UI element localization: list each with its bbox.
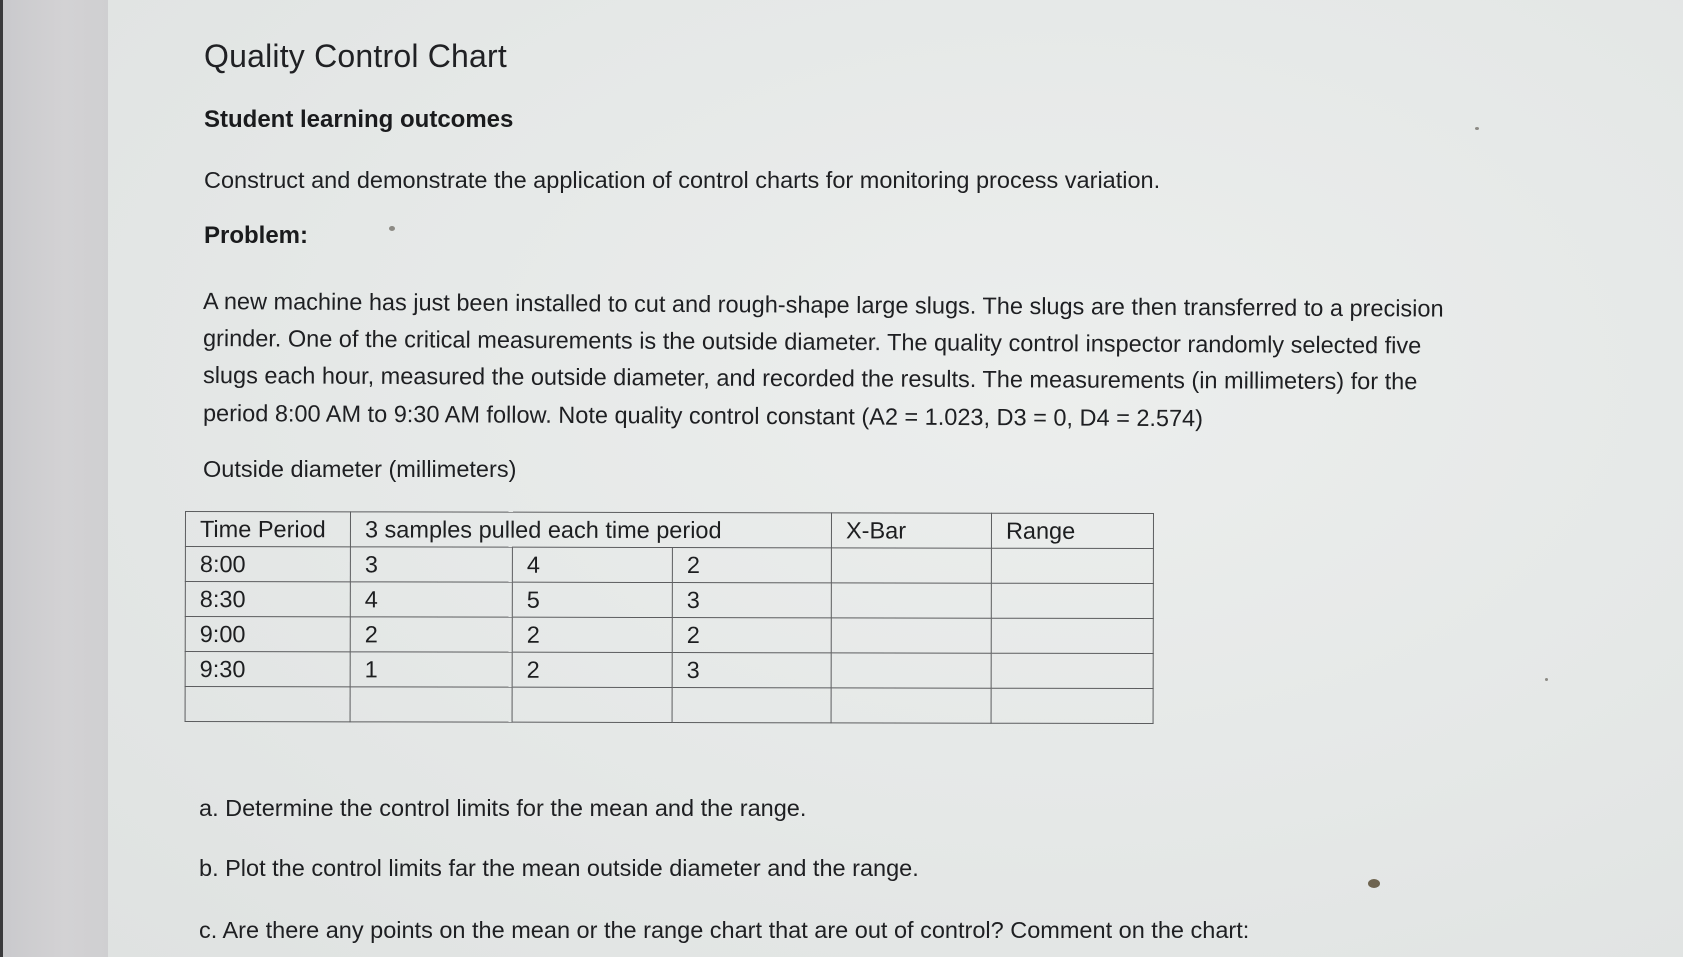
cell-range [991,688,1153,723]
paper-speck [1368,879,1380,888]
cell-sample-1: 4 [350,582,512,617]
table-row [185,547,1153,584]
table-row-empty [185,687,1153,724]
outcomes-text: Construct and demonstrate the application of control charts for monitoring process variation. [204,167,1161,193]
question-a: a. Determine the control limits for the mean and the range. [199,795,807,821]
header-range: Range [991,513,1153,548]
background-edge-line [0,0,3,957]
cell-sample-1: 2 [350,617,512,652]
cell-sample-2: 4 [512,547,672,582]
cell-xbar [831,618,991,653]
question-c: c. Are there any points on the mean or the range chart that are out of control? Comment on the chart: [199,917,1250,943]
cell-xbar [831,548,991,583]
cell-sample-1: 1 [350,652,512,687]
cell-sample-3: 3 [672,583,831,618]
question-b: b. Plot the control limits far the mean outside diameter and the range. [199,855,919,881]
cell-range [991,618,1153,653]
cell-range [991,583,1153,618]
cell-sample-3 [672,688,831,723]
table-row [185,617,1153,654]
table-caption: Outside diameter (millimeters) [203,456,517,482]
cell-sample-1 [350,687,512,722]
cell-sample-3: 3 [672,653,831,688]
table-row [185,582,1153,619]
background-edge [0,0,108,957]
cell-sample-3: 2 [672,548,831,583]
problem-line-4: period 8:00 AM to 9:30 AM follow. Note quality control constant (A2 = 1.023, D3 = 0, D4 = 2.574) [202,400,1204,432]
problem-line-3: slugs each hour, measured the outside diameter, and recorded the results. The measurements (in millimeters) for the [202,362,1418,395]
paper-speck [1475,127,1479,130]
cell-xbar [831,653,991,688]
cell-time: 8:30 [185,582,350,617]
measurements-table [185,511,1154,724]
cell-sample-2: 5 [512,582,672,617]
problem-line-1: A new machine has just been installed to cut and rough-shape large slugs. The slugs are then transferred to a precision [202,288,1444,322]
table-row [185,652,1153,689]
cell-time [185,687,350,722]
problem-heading: Problem: [204,222,309,249]
table-header-row [185,512,1153,549]
problem-line-2: grinder. One of the critical measurements is the outside diameter. The quality control inspector randomly selected five [202,325,1422,359]
cell-time: 8:00 [185,547,350,582]
cell-time: 9:00 [185,617,350,652]
cell-sample-1: 3 [350,547,512,582]
paper-speck [389,226,395,231]
cell-sample-2: 2 [512,652,672,687]
header-samples: 3 samples pulled each time period [350,512,831,548]
paper-speck [1545,678,1548,681]
cell-time: 9:30 [185,652,350,687]
header-time-period: Time Period [185,512,350,547]
cell-range [991,653,1153,688]
cell-xbar [831,688,991,723]
cell-range [991,548,1153,583]
outcomes-heading: Student learning outcomes [204,106,514,133]
cell-sample-2: 2 [512,617,672,652]
cell-sample-3: 2 [672,618,831,653]
header-xbar: X-Bar [831,513,991,548]
cell-xbar [831,583,991,618]
document-title: Quality Control Chart [204,38,507,74]
cell-sample-2 [512,687,672,722]
